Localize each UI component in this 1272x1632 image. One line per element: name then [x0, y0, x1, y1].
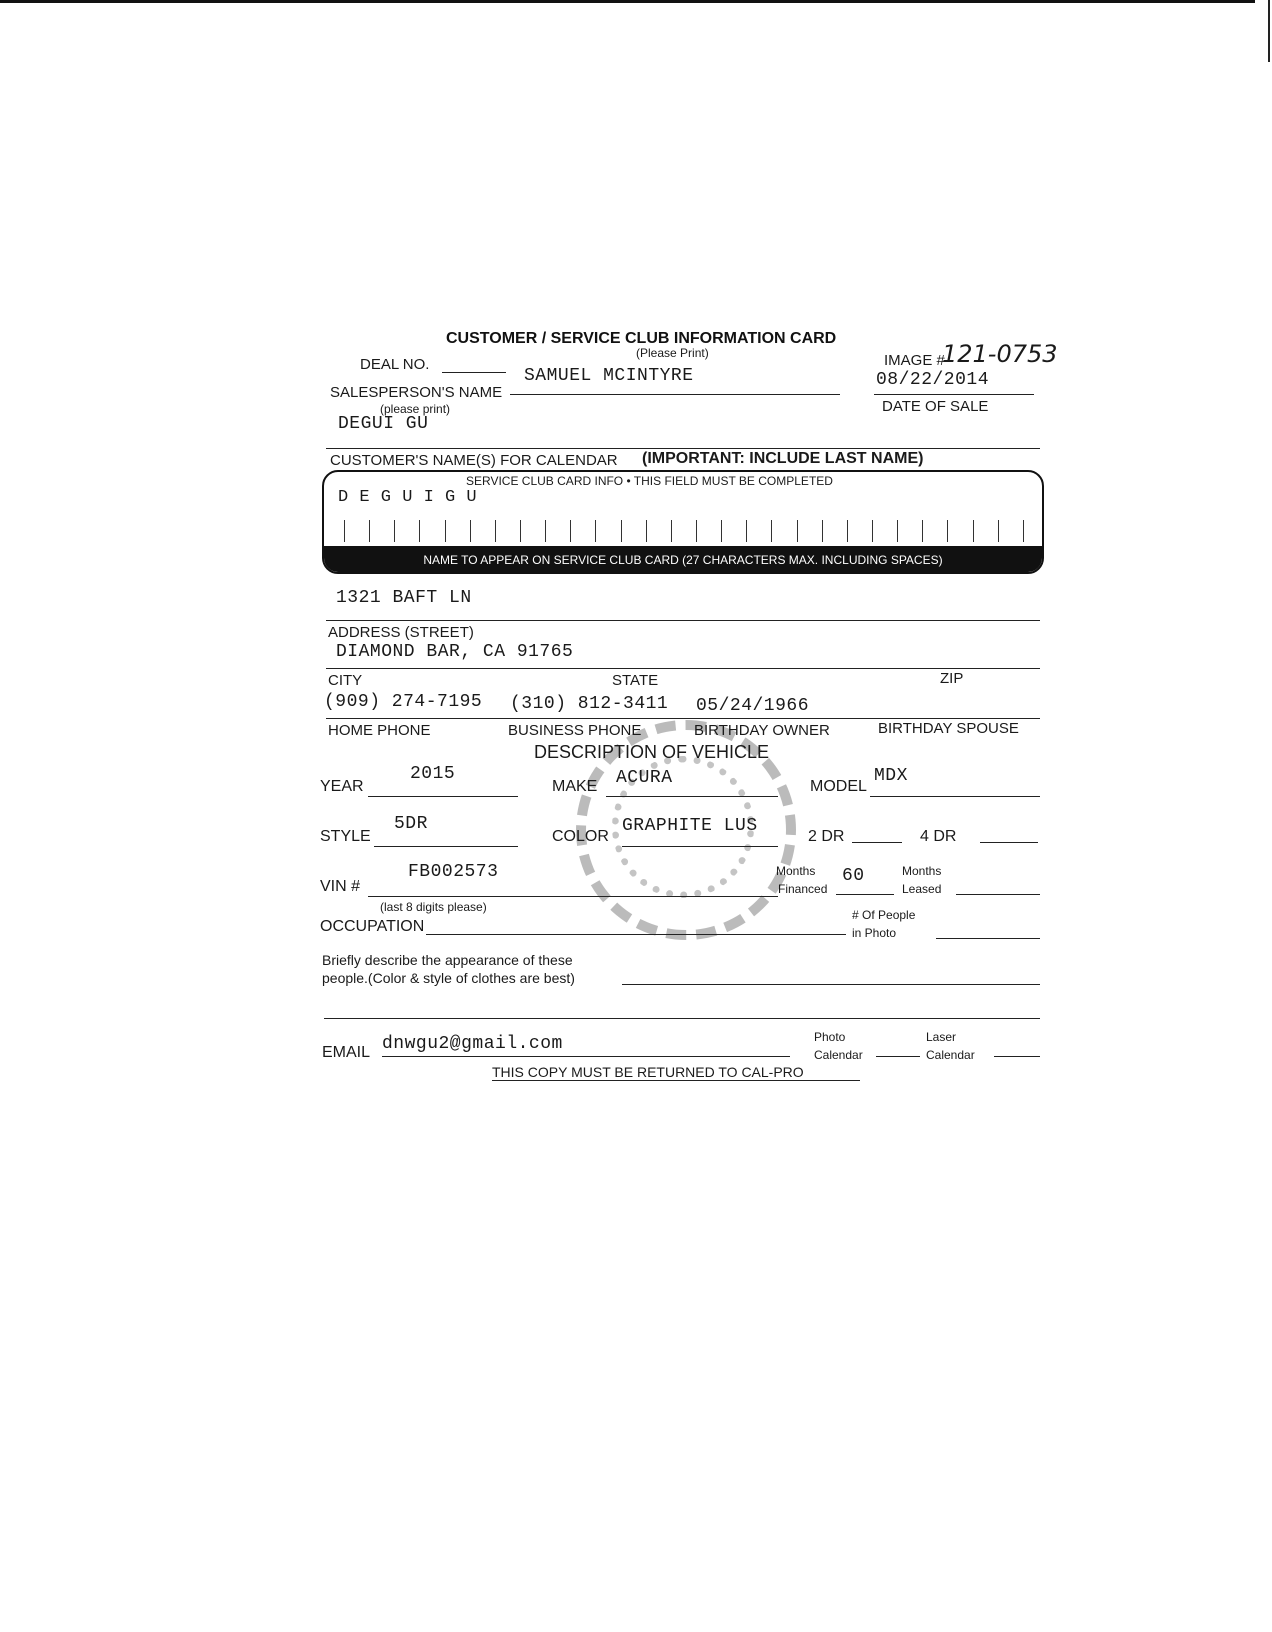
color-label: COLOR — [552, 828, 609, 845]
style-line — [374, 846, 518, 847]
date-of-sale-line — [874, 394, 1034, 395]
color-value: GRAPHITE LUS — [622, 816, 758, 836]
year-label: YEAR — [320, 778, 364, 795]
months-financed-label-1: Months — [776, 864, 816, 878]
salesperson-label: SALESPERSON'S NAME — [330, 384, 503, 401]
laser-calendar-label-2: Calendar — [926, 1048, 975, 1062]
please-print-note: (Please Print) — [636, 346, 709, 360]
occupation-line — [426, 934, 846, 935]
city-line — [326, 668, 1040, 669]
home-phone-label: HOME PHONE — [328, 722, 431, 739]
footer-underline — [492, 1080, 860, 1081]
phone-line — [326, 718, 1040, 719]
image-label: IMAGE # — [884, 352, 945, 369]
image-number: 121-0753 — [942, 340, 1058, 368]
color-line — [622, 846, 778, 847]
birthday-spouse-label: BIRTHDAY SPOUSE — [878, 720, 1019, 737]
scan-top-edge — [0, 0, 1255, 3]
model-value: MDX — [874, 766, 908, 786]
character-boxes — [344, 520, 1024, 542]
date-of-sale-label: DATE OF SALE — [882, 398, 989, 415]
card-info-label: SERVICE CLUB CARD INFO • THIS FIELD MUST BE COMPLETED — [466, 474, 833, 488]
home-phone-value: (909) 274-7195 — [324, 692, 483, 712]
business-phone-value: (310) 812-3411 — [510, 694, 669, 714]
photo-calendar-label-1: Photo — [814, 1030, 846, 1044]
street-line — [326, 620, 1040, 621]
model-label: MODEL — [810, 778, 867, 795]
style-label: STYLE — [320, 828, 371, 845]
people-line — [936, 938, 1040, 939]
state-label: STATE — [612, 672, 659, 689]
months-leased-label-2: Leased — [902, 882, 942, 896]
people-label-2: in Photo — [852, 926, 897, 940]
city-label: CITY — [328, 672, 363, 689]
year-line — [368, 796, 518, 797]
information-card — [296, 322, 1076, 1082]
model-line — [870, 796, 1040, 797]
deal-no-label: DEAL NO. — [360, 356, 430, 373]
people-label-1: # Of People — [852, 908, 916, 922]
months-financed-line — [836, 894, 894, 895]
laser-calendar-label-1: Laser — [926, 1030, 957, 1044]
important-note: (IMPORTANT: INCLUDE LAST NAME) — [642, 450, 924, 467]
buyer-name-value: DEGUI GU — [338, 414, 429, 434]
four-door-line — [980, 842, 1038, 843]
four-door-label: 4 DR — [920, 828, 957, 845]
describe-label-1: Briefly describe the appearance of these — [322, 952, 573, 968]
street-value: 1321 BAFT LN — [336, 588, 472, 608]
vin-label: VIN # — [320, 878, 361, 895]
deal-no-line — [442, 372, 506, 373]
make-line — [606, 796, 778, 797]
date-of-sale-value: 08/22/2014 — [876, 370, 990, 390]
photo-calendar-label-2: Calendar — [814, 1048, 863, 1062]
describe-label-2: people.(Color & style of clothes are best) — [322, 970, 575, 986]
service-club-card-field[interactable] — [322, 470, 1044, 574]
card-name-value: D E G U I G U — [338, 488, 478, 507]
vin-value: FB002573 — [408, 862, 499, 882]
street-label: ADDRESS (STREET) — [328, 624, 474, 641]
make-label: MAKE — [552, 778, 598, 795]
describe-line-1 — [622, 984, 1040, 985]
months-leased-label-1: Months — [902, 864, 942, 878]
vehicle-heading: DESCRIPTION OF VEHICLE — [534, 742, 770, 762]
buyer-name-line — [326, 448, 1040, 449]
vin-line — [368, 896, 778, 897]
salesperson-line — [510, 394, 840, 395]
calendar-label: CUSTOMER'S NAME(S) FOR CALENDAR — [330, 452, 618, 469]
describe-line-2 — [324, 1018, 1040, 1019]
salesperson-value: SAMUEL MCINTYRE — [524, 366, 694, 386]
two-door-line — [852, 842, 902, 843]
months-financed-label-2: Financed — [778, 882, 828, 896]
months-leased-line — [956, 894, 1040, 895]
email-line — [382, 1056, 790, 1057]
zip-label: ZIP — [940, 670, 964, 687]
occupation-label: OCCUPATION — [320, 918, 425, 935]
salesperson-sub-label: (please print) — [380, 402, 451, 416]
two-door-label: 2 DR — [808, 828, 845, 845]
photo-calendar-line — [876, 1056, 920, 1057]
style-value: 5DR — [394, 814, 428, 834]
footer-note: THIS COPY MUST BE RETURNED TO CAL-PRO — [492, 1064, 804, 1080]
months-financed-value: 60 — [842, 866, 865, 886]
card-name-footer: NAME TO APPEAR ON SERVICE CLUB CARD (27 CHARACTERS MAX. INCLUDING SPACES) — [423, 553, 943, 567]
laser-calendar-line — [994, 1056, 1040, 1057]
birthday-owner-value: 05/24/1966 — [696, 696, 810, 716]
business-phone-label: BUSINESS PHONE — [508, 722, 642, 739]
email-label: EMAIL — [322, 1044, 371, 1061]
city-state-zip-value: DIAMOND BAR, CA 91765 — [336, 642, 574, 662]
birthday-owner-label: BIRTHDAY OWNER — [694, 722, 830, 739]
make-value: ACURA — [616, 768, 673, 788]
scan-right-edge — [1268, 0, 1270, 62]
vin-sub-label: (last 8 digits please) — [380, 900, 487, 914]
email-value: dnwgu2@gmail.com — [382, 1034, 563, 1054]
card-title: CUSTOMER / SERVICE CLUB INFORMATION CARD — [446, 330, 837, 347]
year-value: 2015 — [410, 764, 456, 784]
